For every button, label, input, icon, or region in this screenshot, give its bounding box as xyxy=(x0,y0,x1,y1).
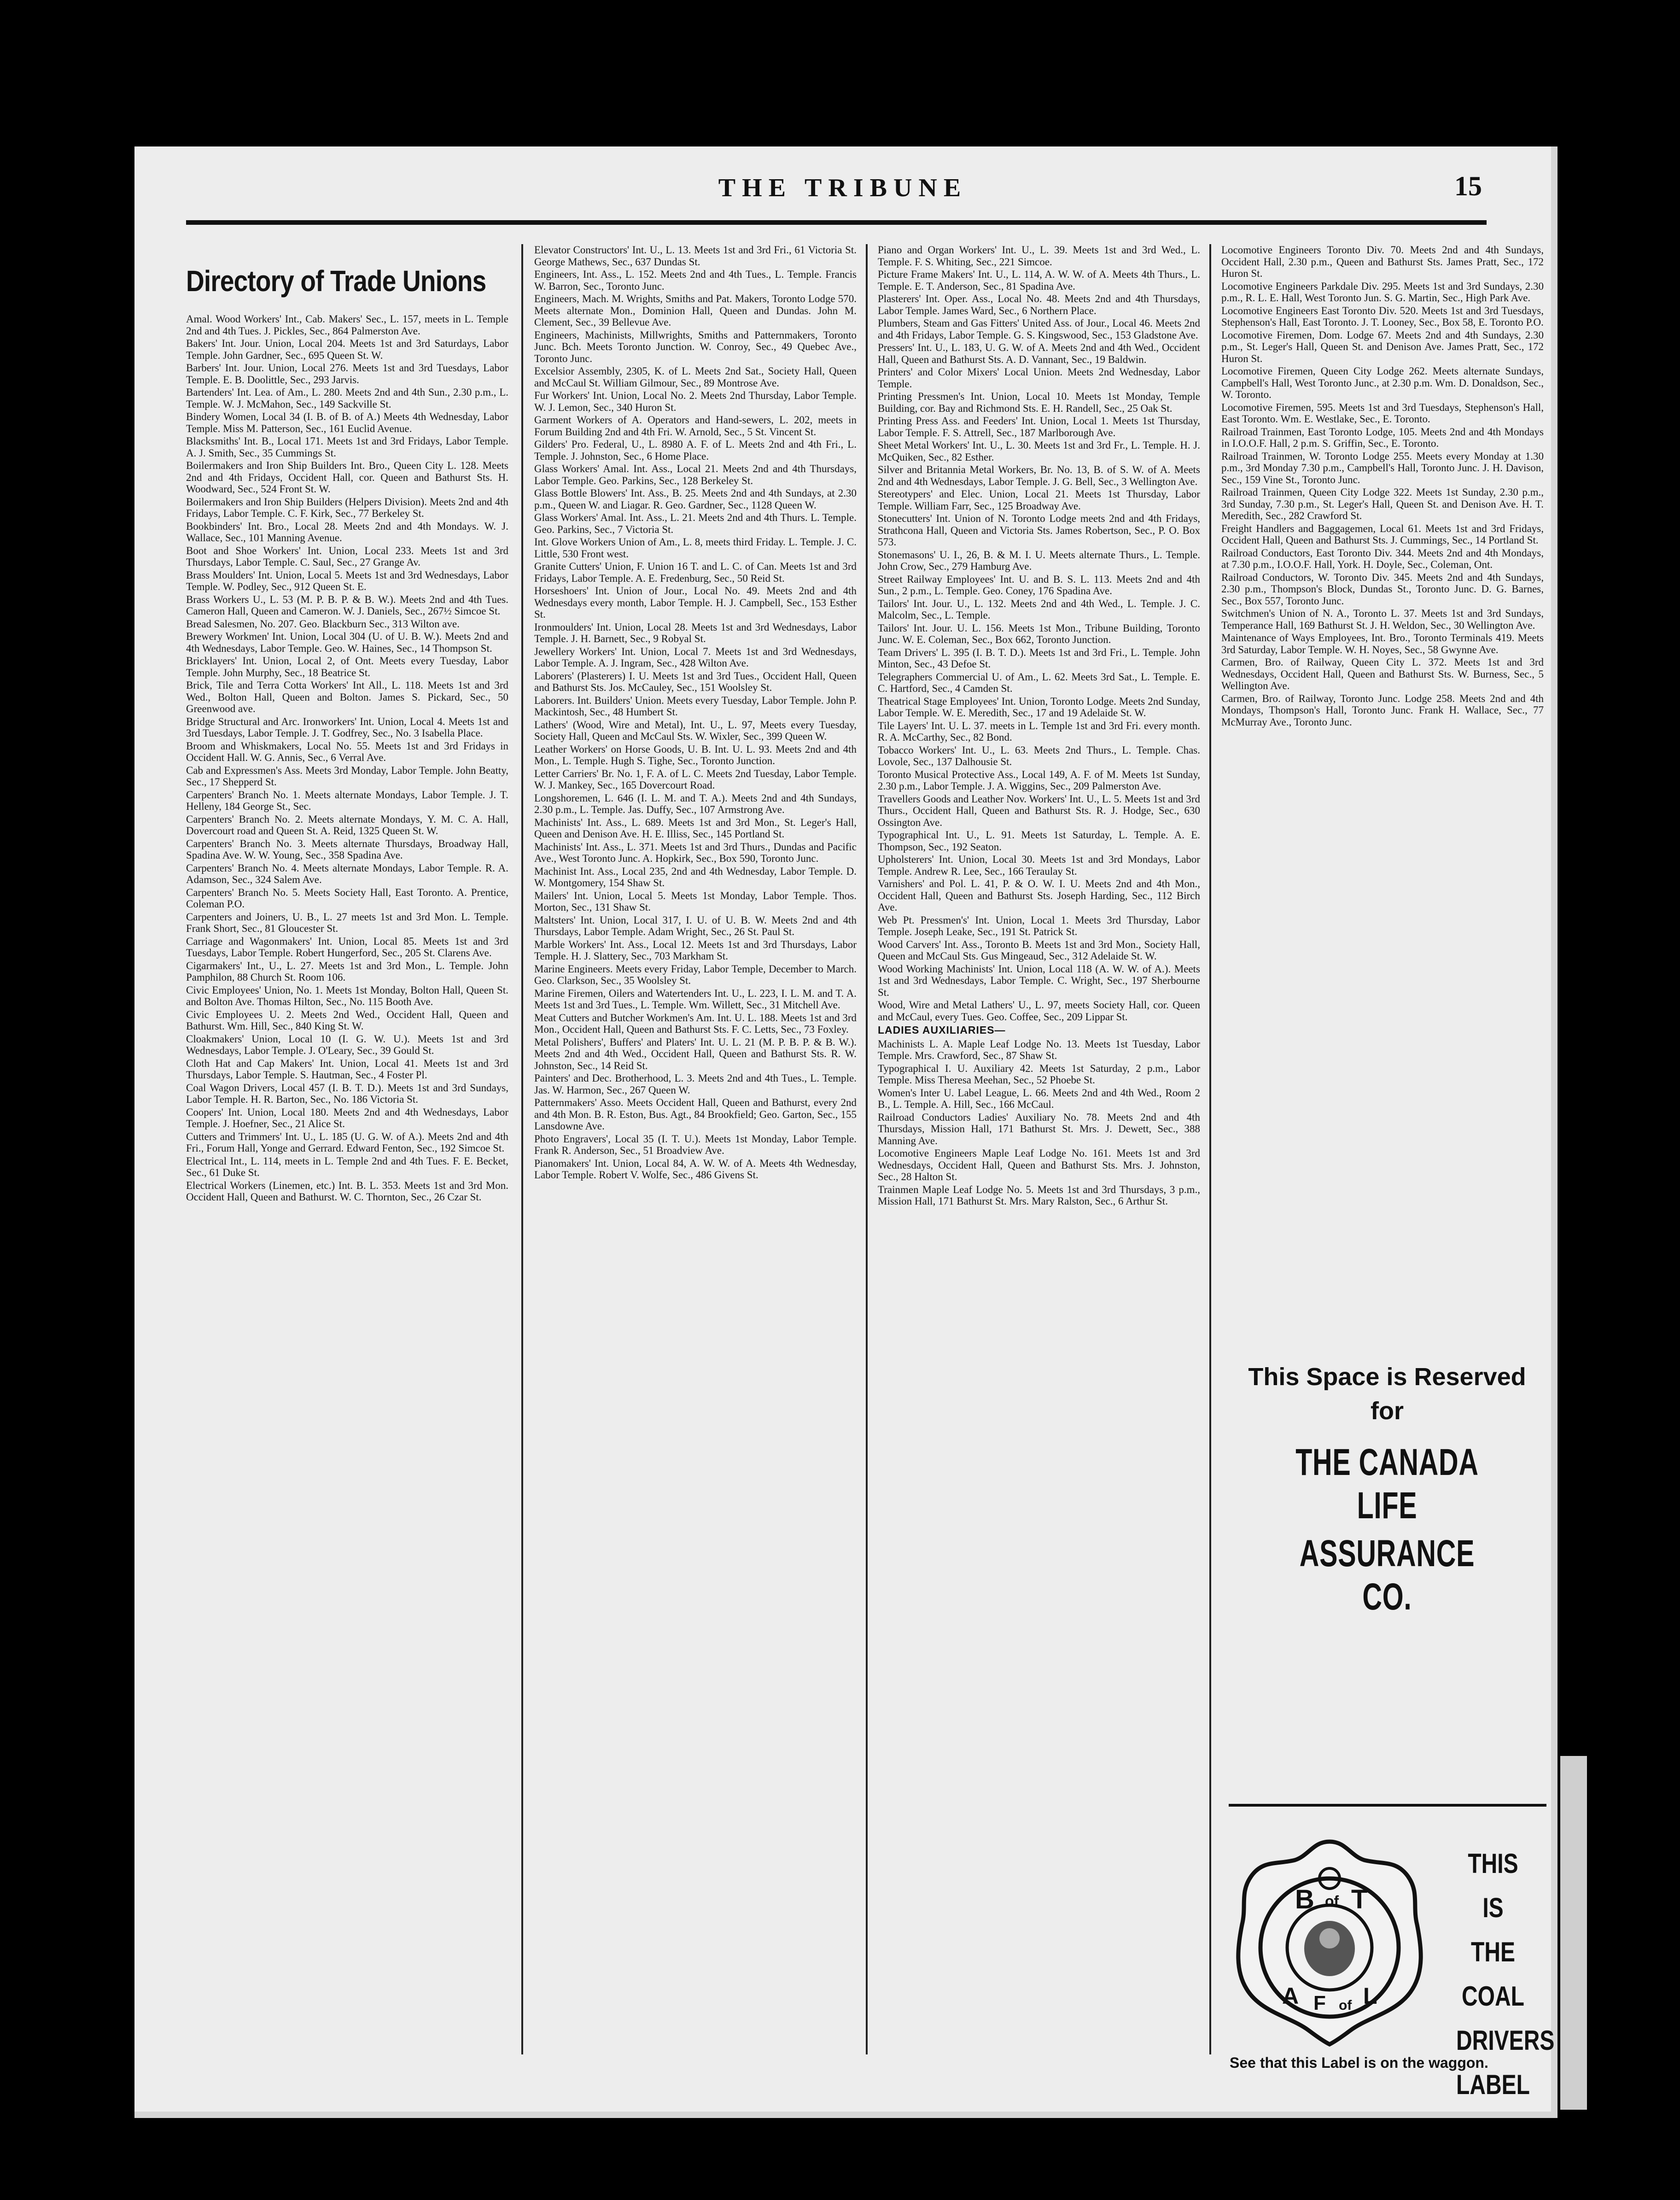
union-entry: Pianomakers' Int. Union, Local 84, A. W. W. of A. Meets 4th Wednesday, Labor Temple. Robert V. Wolfe, Sec., 486 Givens St. xyxy=(534,1157,857,1181)
union-entry: Brick, Tile and Terra Cotta Workers' Int All., L. 118. Meets 1st and 3rd Wed., Bolton Hall, Queen and Bolton. James S. Pickard, Sec., 50 Greenwood ave. xyxy=(186,679,508,714)
union-entry: Printing Pressmen's Int. Union, Local 10. Meets 1st Monday, Temple Building, cor. Bay and Richmond Sts. E. H. Randell, Sec., 25 Oak St. xyxy=(878,391,1200,414)
union-entry: Bookbinders' Int. Bro., Local 28. Meets 2nd and 4th Mondays. W. J. Wallace, Sec., 101 Manning Avenue. xyxy=(186,520,508,544)
union-entry: Typographical I. U. Auxiliary 42. Meets 1st Saturday, 2 p.m., Labor Temple. Miss Theresa Meehan, Sec., 52 Phoebe St. xyxy=(878,1062,1200,1086)
union-entry: Wood Carvers' Int. Ass., Toronto B. Meets 1st and 3rd Mon., Society Hall, Queen and McCaul Sts. Gus Mingeaud, Sec., 312 Adelaide St. W. xyxy=(878,938,1200,962)
header-rule xyxy=(186,220,1487,225)
union-entry: Carmen, Bro. of Railway, Queen City L. 372. Meets 1st and 3rd Wednesdays, Occident Hall, Queen and Bathurst Sts. W. Burness, Sec., 5 Wellington Ave. xyxy=(1221,656,1544,691)
union-entry: Bartenders' Int. Lea. of Am., L. 280. Meets 2nd and 4th Sun., 2.30 p.m., L. Temple. W. J. McMahon, Sec., 149 Sackville St. xyxy=(186,386,508,410)
union-entry: Locomotive Engineers Maple Leaf Lodge No. 161. Meets 1st and 3rd Wednesdays, Occident Hall, Queen and Bathurst Sts. Mrs. J. Johnston, Sec., 28 Halton St. xyxy=(878,1147,1200,1182)
entry-list-auxiliaries xyxy=(878,1038,1200,1207)
union-entry: Meat Cutters and Butcher Workmen's Am. Int. U. L. 188. Meets 1st and 3rd Mon., Occident Hall, Queen and Bathurst Sts. F. C. Letts, Sec., 73 Foxley. xyxy=(534,1012,857,1035)
union-entry: Stonemasons' U. I., 26, B. & M. I. U. Meets alternate Thurs., L. Temple. John Crow, Sec., 279 Hamburg Ave. xyxy=(878,549,1200,572)
ad-company-line-1: THE CANADA LIFE xyxy=(1295,1441,1479,1527)
union-entry: Carpenters' Branch No. 5. Meets Society Hall, East Toronto. A. Prentice, Coleman P.O. xyxy=(186,886,508,910)
union-entry: Gilders' Pro. Federal, U., L. 8980 A. F. of L. Meets 2nd and 4th Fri., L. Temple. J. Johnston, Sec., 6 Home Place. xyxy=(534,439,857,462)
union-entry: Glass Bottle Blowers' Int. Ass., B. 25. Meets 2nd and 4th Sundays, at 2.30 p.m., Queen W. and Liagar. R. Geo. Gardner, Sec., 1128 Queen W. xyxy=(534,487,857,511)
page-number: 15 xyxy=(1454,171,1482,201)
ad-for-line: for xyxy=(1371,1397,1404,1425)
union-entry: Bakers' Int. Jour. Union, Local 204. Meets 1st and 3rd Saturdays, Labor Temple. John Gardner, Sec., 695 Queen St. W. xyxy=(186,338,508,361)
union-entry: Maltsters' Int. Union, Local 317, I. U. of U. B. W. Meets 2nd and 4th Thursdays, Labor Temple. Adam Wright, Sec., 26 St. Paul St. xyxy=(534,914,857,937)
union-entry: Carpenters' Branch No. 4. Meets alternate Mondays, Labor Temple. R. A. Adamson, Sec., 324 Salem Ave. xyxy=(186,862,508,885)
union-entry: Bread Salesmen, No. 207. Geo. Blackburn Sec., 313 Wilton ave. xyxy=(186,618,460,630)
union-entry: Civic Employees U. 2. Meets 2nd Wed., Occident Hall, Queen and Bathurst. Wm. Hill, Sec., 840 King St. W. xyxy=(186,1008,508,1032)
union-entry: Railroad Conductors, East Toronto Div. 344. Meets 2nd and 4th Mondays, at 7.30 p.m., I.O.O.F. Hall, York. H. Doyle, Sec., Coleman, Ont. xyxy=(1221,547,1544,570)
newspaper-page xyxy=(134,146,1558,2118)
union-entry: Railroad Trainmen, W. Toronto Lodge 255. Meets every Monday at 1.30 p.m., 3rd Monday 7.30 p.m., Campbell's Hall, Toronto Junc. J. H. Davison, Sec., 159 Vine St., Toronto Junc. xyxy=(1221,450,1544,486)
union-entry: Locomotive Firemen, Dom. Lodge 67. Meets 2nd and 4th Sundays, 2.30 p.m., St. Leger's Hall, Queen St. and Denison Ave. James Pratt, Sec., 172 Huron St. xyxy=(1221,329,1544,364)
union-entry: Machinists' Int. Ass., L. 371. Meets 1st and 3rd Thurs., Dundas and Pacific Ave., West Toronto Junc. A. Hopkirk, Sec., Box 590, Toronto Junc. xyxy=(534,841,857,864)
union-entry: Wood, Wire and Metal Lathers' U., L. 97, meets Society Hall, cor. Queen and McCaul, every Tues. Geo. Coffee, Sec., 209 Lippar St. xyxy=(878,999,1200,1023)
union-entry: Cloth Hat and Cap Makers' Int. Union, Local 41. Meets 1st and 3rd Thursdays, Labor Temple. S. Hautman, Sec., 4 Foster Pl. xyxy=(186,1057,508,1081)
column-4 xyxy=(1221,244,1544,1188)
union-entry: Railroad Conductors Ladies' Auxiliary No. 78. Meets 2nd and 4th Thursdays, Mission Hall, 171 Bathurst St. Mrs. J. Dewett, Sec., 388 Manning Ave. xyxy=(878,1111,1200,1147)
union-entry: Letter Carriers' Br. No. 1, F. A. of L. C. Meets 2nd Tuesday, Labor Temple. W. J. Mankey, Sec., 165 Dovercourt Road. xyxy=(534,767,857,791)
svg-text:B: B xyxy=(1295,1884,1314,1914)
union-entry: Wood Working Machinists' Int. Union, Local 118 (A. W. W. of A.). Meets 1st and 3rd Wednesdays, Labor Temple. C. Wright, Sec., 197 Sherbourne St. xyxy=(878,963,1200,998)
union-entry: Tobacco Workers' Int. U., L. 63. Meets 2nd Thurs., L. Temple. Chas. Lovole, Sec., 137 Dalhousie St. xyxy=(878,744,1200,767)
union-entry: Stonecutters' Int. Union of N. Toronto Lodge meets 2nd and 4th Fridays, Strathcona Hall, Queen and Victoria Sts. James Robertson, Sec., P. O. Box 573. xyxy=(878,513,1200,548)
union-entry: Bridge Structural and Arc. Ironworkers' Int. Union, Local 4. Meets 1st and 3rd Tuesdays, Labor Temple. J. T. Godfrey, Sec., No. 3 Isabella Place. xyxy=(186,715,508,739)
union-entry: Amal. Wood Workers' Int., Cab. Makers' Sec., L. 157, meets in L. Temple 2nd and 4th Tues. J. Pickles, Sec., 864 Palmerston Ave. xyxy=(186,313,508,337)
label-word: COAL xyxy=(1462,1981,1524,2012)
union-entry: Typographical Int. U., L. 91. Meets 1st Saturday, L. Temple. A. E. Thompson, Sec., 192 Seaton. xyxy=(878,829,1200,853)
ad-company-line-2: ASSURANCE CO. xyxy=(1299,1533,1475,1618)
union-entry: Marble Workers' Int. Ass., Local 12. Meets 1st and 3rd Thursdays, Labor Temple. H. J. Slattery, Sec., 703 Markham St. xyxy=(534,938,857,962)
union-entry: Glass Workers' Amal. Int. Ass., L. 21. Meets 2nd and 4th Thurs. L. Temple. Geo. Parkins, Sec., 7 Victoria St. xyxy=(534,512,857,535)
union-entry: Machinists L. A. Maple Leaf Lodge No. 13. Meets 1st Tuesday, Labor Temple. Mrs. Crawford, Sec., 87 Shaw St. xyxy=(878,1038,1200,1061)
union-entry: Sheet Metal Workers' Int. U., L. 30. Meets 1st and 3rd Fr., L. Temple. H. J. McQuiken, Sec., 82 Esther. xyxy=(878,439,1200,463)
union-entry: Locomotive Engineers East Toronto Div. 520. Meets 1st and 3rd Tuesdays, Stephenson's Hall, East Toronto. J. T. Looney, Sec., Box 58, E. Toronto P.O. xyxy=(1221,304,1544,328)
union-entry: Carpenters and Joiners, U. B., L. 27 meets 1st and 3rd Mon. L. Temple. Frank Short, Sec., 81 Gloucester St. xyxy=(186,911,508,934)
union-entry: Granite Cutters' Union, F. Union 16 T. and L. C. of Can. Meets 1st and 3rd Fridays, Labor Temple. A. E. Fredenburg, Sec., 50 Reid St. xyxy=(534,561,857,584)
union-entry: Cab and Expressmen's Ass. Meets 3rd Monday, Labor Temple. John Beatty, Sec., 17 Shepperd St. xyxy=(186,764,508,788)
union-entry: Stereotypers' and Elec. Union, Local 21. Meets 1st Thursday, Labor Temple. William Farr, Sec., 125 Broadway Ave. xyxy=(878,488,1200,512)
label-word: LABEL xyxy=(1456,2069,1530,2100)
column-1 xyxy=(186,263,508,2059)
union-entry: Coal Wagon Drivers, Local 457 (I. B. T. D.). Meets 1st and 3rd Sundays, Labor Temple. H. R. Barton, Sec., No. 186 Victoria St. xyxy=(186,1082,508,1105)
union-entry: Varnishers' and Pol. L. 41, P. & O. W. I. U. Meets 2nd and 4th Mon., Occident Hall, Queen and Bathurst Sts. Joseph Harding, Sec., 112 Birch Ave. xyxy=(878,878,1200,913)
union-entry: Pressers' Int. U., L. 183, U. G. W. of A. Meets 2nd and 4th Wed., Occident Hall, Queen and Bathurst Sts. A. D. Vannant, Sec., 19 Baldwin. xyxy=(878,342,1200,365)
union-entry: Barbers' Int. Jour. Union, Local 276. Meets 1st and 3rd Tuesdays, Labor Temple. E. B. Doolittle, Sec., 293 Jarvis. xyxy=(186,362,508,386)
union-entry: Broom and Whiskmakers, Local No. 55. Meets 1st and 3rd Fridays in Occident Hall. W. G. Annis, Sec., 6 Verral Ave. xyxy=(186,740,508,763)
union-entry: Theatrical Stage Employees' Int. Union, Toronto Lodge. Meets 2nd Sunday, Labor Temple. W. E. Meredith, Sec., 17 and 19 Adelaide St. W. xyxy=(878,695,1200,719)
union-entry: Boot and Shoe Workers' Int. Union, Local 233. Meets 1st and 3rd Thursdays, Labor Temple. C. Saul, Sec., 27 Grange Av. xyxy=(186,544,508,568)
column-divider xyxy=(521,244,523,2054)
column-divider xyxy=(866,244,868,2054)
union-entry: Electrical Workers (Linemen, etc.) Int. B. L. 353. Meets 1st and 3rd Mon. Occident Hall, Queen and Bathurst. W. C. Thornton, Sec., 26 Czar St. xyxy=(186,1179,508,1203)
union-entry: Int. Glove Workers Union of Am., L. 8, meets third Friday. L. Temple. J. C. Little, 530 Front west. xyxy=(534,536,857,560)
union-entry: Marine Firemen, Oilers and Watertenders Int. U., L. 223, I. L. M. and T. A. Meets 1st and 3rd Tues., L. Temple. Wm. Willett, Sec., 31 Mitchell Ave. xyxy=(534,987,857,1011)
union-entry: Brass Workers U., L. 53 (M. P. B. P. & B. W.). Meets 2nd and 4th Tues. Cameron Hall, Queen and Cameron. W. J. Daniels, Sec., 267½ Simcoe St. xyxy=(186,593,508,617)
union-entry: Railroad Conductors, W. Toronto Div. 345. Meets 2nd and 4th Sundays, 2.30 p.m., Thompson's Block, Dundas St., Toronto Junc. D. G. Barnes, Sec., Box 557, Toronto Junc. xyxy=(1221,571,1544,607)
union-entry: Locomotive Firemen, Queen City Lodge 262. Meets alternate Sundays, Campbell's Hall, West Toronto Junc., at 2.30 p.m. Wm. D. Donaldson, Sec., W. Toronto. xyxy=(1221,365,1544,400)
label-word: THIS IS xyxy=(1468,1848,1518,1923)
union-entry: Fur Workers' Int. Union, Local No. 2. Meets 2nd Thursday, Labor Temple. W. J. Lemon, Sec., 340 Huron St. xyxy=(534,390,857,413)
entry-list-col2 xyxy=(534,244,857,1181)
paper-scrap xyxy=(1560,1756,1587,2110)
union-entry: Carpenters' Branch No. 3. Meets alternate Thursdays, Broadway Hall, Spadina Ave. W. W. Young, Sec., 358 Spadina Ave. xyxy=(186,837,508,861)
union-entry: Boilermakers and Iron Ship Builders Int. Bro., Queen City L. 128. Meets 2nd and 4th Fridays, Occident Hall, cor. Queen and Bathurst Sts. H. Woodward, Sec., 524 Front St. W. xyxy=(186,460,508,495)
svg-text:of: of xyxy=(1339,1998,1352,2013)
union-entry: Blacksmiths' Int. B., Local 171. Meets 1st and 3rd Fridays, Labor Temple. A. J. Smith, Sec., 35 Cummings St. xyxy=(186,435,508,459)
union-entry: Tailors' Int. Jour. U., L. 132. Meets 2nd and 4th Wed., L. Temple. J. C. Malcolm, Sec., L. Temple. xyxy=(878,597,1200,621)
label-word: THE xyxy=(1471,1937,1515,1967)
column-divider xyxy=(1209,244,1211,2054)
union-entry: Excelsior Assembly, 2305, K. of L. Meets 2nd Sat., Society Hall, Queen and McCaul St. William Gilmour, Sec., 89 Montrose Ave. xyxy=(534,365,857,389)
label-word: DRIVERS xyxy=(1456,2025,1555,2056)
union-entry: Women's Inter U. Label League, L. 66. Meets 2nd and 4th Wed., Room 2 B., L. Temple. A. Hill, Sec., 166 McCaul. xyxy=(878,1087,1200,1110)
union-entry: Carmen, Bro. of Railway, Toronto Junc. Lodge 258. Meets 2nd and 4th Mondays, Thompson's Hall, Toronto Junc. Frank H. Wallace, Sec., 77 McMurray Ave., Toronto Junc. xyxy=(1221,692,1544,728)
union-entry: Machinists' Int. Ass., L. 689. Meets 1st and 3rd Mon., St. Leger's Hall, Queen and Denison Ave. H. E. Illiss, Sec., 145 Portland St. xyxy=(534,816,857,840)
union-entry: Glass Workers' Amal. Int. Ass., Local 21. Meets 2nd and 4th Thursdays, Labor Temple. Geo. Parkins, Sec., 128 Berkeley St. xyxy=(534,463,857,486)
union-entry: Toronto Musical Protective Ass., Local 149, A. F. of M. Meets 1st Sunday, 2.30 p.m., Labor Temple. J. A. Wiggins, Sec., 209 Palmerston Ave. xyxy=(878,768,1200,792)
union-entry: Telegraphers Commercial U. of Am., L. 62. Meets 3rd Sat., L. Temple. E. C. Hartford, Sec., 4 Camden St. xyxy=(878,671,1200,694)
union-entry: Plumbers, Steam and Gas Fitters' United Ass. of Jour., Local 46. Meets 2nd and 4th Fridays, Labor Temple. G. S. Kingswood, Sec., 153 Gladstone Ave. xyxy=(878,317,1200,341)
svg-text:L: L xyxy=(1363,1983,1377,2009)
canada-life-advertisement xyxy=(1226,1363,1548,1619)
union-entry: Patternmakers' Asso. Meets Occident Hall, Queen and Bathurst, every 2nd and 4th Mon. B. R. Eston, Bus. Agt., 84 Brookfield; Geo. Garton, Sec., 155 Lansdowne Ave. xyxy=(534,1097,857,1132)
union-entry: Engineers, Mach. M. Wrights, Smiths and Pat. Makers, Toronto Lodge 570. Meets alternate Mon., Dominion Hall, Queen and Dundas. John M. Clement, Sec., 39 Bellevue Ave. xyxy=(534,293,857,328)
union-entry: Team Drivers' L. 395 (I. B. T. D.). Meets 1st and 3rd Fri., L. Temple. John Minton, Sec., 43 Defoe St. xyxy=(878,646,1200,670)
union-entry: Freight Handlers and Baggagemen, Local 61. Meets 1st and 3rd Fridays, Occident Hall, Queen and Bathurst Sts. J. Cummings, Sec., 14 Portland St. xyxy=(1221,522,1544,546)
union-entry: Bricklayers' Int. Union, Local 2, of Ont. Meets every Tuesday, Labor Temple. John Murphy, Sec., 18 Beatrice St. xyxy=(186,655,508,679)
directory-title: Directory of Trade Unions xyxy=(186,264,486,298)
svg-text:T: T xyxy=(1351,1884,1368,1914)
union-entry: Electrical Int., L. 114, meets in L. Temple 2nd and 4th Tues. F. E. Becket, Sec., 61 Duke St. xyxy=(186,1155,508,1178)
union-entry: Maintenance of Ways Employees, Int. Bro., Toronto Terminals 419. Meets 3rd Saturday, Labor Temple. W. H. Noyes, Sec., 58 Gwynne Ave. xyxy=(1221,632,1544,655)
union-entry: Photo Engravers', Local 35 (I. T. U.). Meets 1st Monday, Labor Temple. Frank R. Anderson, Sec., 51 Broadview Ave. xyxy=(534,1133,857,1156)
union-entry: Railroad Trainmen, Queen City Lodge 322. Meets 1st Sunday, 2.30 p.m., 3rd Sunday, 7.30 p.m., St. Leger's Hall, Queen St. and Denison Ave. H. T. Meredith, Sec., 282 Crawford St. xyxy=(1221,486,1544,521)
union-label-badge-icon xyxy=(1231,1832,1429,2049)
entry-list-col1 xyxy=(186,313,508,1203)
union-entry: Painters' and Dec. Brotherhood, L. 3. Meets 2nd and 4th Tues., L. Temple. Jas. W. Harmon, Sec., 267 Queen W. xyxy=(534,1072,857,1096)
union-entry: Marine Engineers. Meets every Friday, Labor Temple, December to March. Geo. Clarkson, Sec., 35 Woolsley St. xyxy=(534,963,857,986)
union-entry: Web Pt. Pressmen's' Int. Union, Local 1. Meets 3rd Thursday, Labor Temple. Joseph Leake, Sec., 191 St. Patrick St. xyxy=(878,914,1200,937)
union-entry: Plasterers' Int. Oper. Ass., Local No. 48. Meets 2nd and 4th Thursdays, Labor Temple. James Ward, Sec., 6 Northern Place. xyxy=(878,293,1200,316)
union-entry: Trainmen Maple Leaf Lodge No. 5. Meets 1st and 3rd Thursdays, 3 p.m., Mission Hall, 171 Bathurst St. Mrs. Mary Ralston, Sec., 6 Arthur St. xyxy=(878,1183,1200,1207)
column-2 xyxy=(534,244,857,2068)
union-entry: Carpenters' Branch No. 1. Meets alternate Mondays, Labor Temple. J. T. Helleny, 184 George St., Sec. xyxy=(186,789,508,812)
column-3 xyxy=(878,244,1200,2068)
union-entry: Machinist Int. Ass., Local 235, 2nd and 4th Wednesday, Labor Temple. D. W. Montgomery, 154 Shaw St. xyxy=(534,865,857,889)
ladies-auxiliaries-heading: LADIES AUXILIARIES— xyxy=(878,1024,1006,1036)
union-entry: Upholsterers' Int. Union, Local 30. Meets 1st and 3rd Mondays, Labor Temple. Andrew R. Lee, Sec., 166 Teraulay St. xyxy=(878,854,1200,877)
union-entry: Cigarmakers' Int., U., L. 27. Meets 1st and 3rd Mon., L. Temple. John Pamphilon, 88 Church St. Room 106. xyxy=(186,960,508,983)
union-entry: Mailers' Int. Union, Local 5. Meets 1st Monday, Labor Temple. Thos. Morton, Sec., 131 Shaw St. xyxy=(534,889,857,913)
union-entry: Laborers' (Plasterers) I. U. Meets 1st and 3rd Tues., Occident Hall, Queen and Bathurst Sts. Jos. McCauley, Sec., 151 Woolsley St. xyxy=(534,670,857,693)
union-entry: Travellers Goods and Leather Nov. Workers' Int. U., L. 5. Meets 1st and 3rd Thurs., Occident Hall, Queen and Bathurst Sts. R. J. Hodge, Sec., 630 Ossington Ave. xyxy=(878,793,1200,828)
union-entry: Ironmoulders' Int. Union, Local 28. Meets 1st and 3rd Wednesdays, Labor Temple. J. H. Barnett, Sec., 9 Robyal St. xyxy=(534,621,857,644)
svg-text:of: of xyxy=(1325,1893,1339,1909)
union-entry: Elevator Constructors' Int. U., L. 13. Meets 1st and 3rd Fri., 61 Victoria St. George Mathews, Sec., 637 Dundas St. xyxy=(534,244,857,268)
union-entry: Engineers, Machinists, Millwrights, Smiths and Patternmakers, Toronto Junc. Bch. Meets Toronto Junction. W. Conroy, Sec., 49 Quebec Ave., Toronto Junc. xyxy=(534,329,857,364)
union-entry: Garment Workers of A. Operators and Hand-sewers, L. 202, meets in Forum Building 2nd and 4th Fri. W. Arnold, Sec., 5 St. Vincent St. xyxy=(534,414,857,438)
union-entry: Longshoremen, L. 646 (I. L. M. and T. A.). Meets 2nd and 4th Sundays, 2.30 p.m., L. Temple. Jas. Duffy, Sec., 107 Armstrong Ave. xyxy=(534,792,857,815)
union-entry: Cutters and Trimmers' Int. U., L. 185 (U. G. W. of A.). Meets 2nd and 4th Fri., Forum Hall, Yonge and Gerrard. Edward Fenton, Sec., 192 Simcoe St. xyxy=(186,1130,508,1154)
entry-list-col3 xyxy=(878,244,1200,1023)
union-entry: Street Railway Employees' Int. U. and B. S. L. 113. Meets 2nd and 4th Sun., 2 p.m., L. Temple. Geo. Coney, 176 Spadina Ave. xyxy=(878,573,1200,597)
union-entry: Printers' and Color Mixers' Local Union. Meets 2nd Wednesday, Labor Temple. xyxy=(878,366,1200,390)
union-entry: Carriage and Wagonmakers' Int. Union, Local 85. Meets 1st and 3rd Tuesdays, Labor Temple. Robert Hungerford, Sec., 205 St. Clarens Ave. xyxy=(186,935,508,959)
union-entry: Picture Frame Makers' Int. U., L. 114, A. W. W. of A. Meets 4th Thurs., L. Temple. E. T. Anderson, Sec., 81 Spadina Ave. xyxy=(878,269,1200,292)
union-entry: Jewellery Workers' Int. Union, Local 7. Meets 1st and 3rd Wednesdays, Labor Temple. A. J. Ingram, Sec., 428 Wilton Ave. xyxy=(534,645,857,669)
union-entry: Railroad Trainmen, East Toronto Lodge, 105. Meets 2nd and 4th Mondays in I.O.O.F. Hall, 2 p.m. S. Griffin, Sec., E. Toronto. xyxy=(1221,426,1544,449)
union-entry: Carpenters' Branch No. 2. Meets alternate Mondays, Y. M. C. A. Hall, Dovercourt road and Queen St. A. Reid, 1325 Queen St. W. xyxy=(186,813,508,837)
union-entry: Switchmen's Union of N. A., Toronto L. 37. Meets 1st and 3rd Sundays, Temperance Hall, 169 Bathurst St. J. H. Weldon, Sec., 30 Wellington Ave. xyxy=(1221,608,1544,631)
union-entry: Tailors' Int. Jour. U. L. 156. Meets 1st Mon., Tribune Building, Toronto Junc. W. E. Coleman, Sec., Box 662, Toronto Junction. xyxy=(878,622,1200,645)
union-entry: Silver and Britannia Metal Workers, Br. No. 13, B. of S. W. of A. Meets 2nd and 4th Wednesdays, Labor Temple. J. G. Bell, Sec., 3 Wellington Ave. xyxy=(878,464,1200,487)
entry-list-col4 xyxy=(1221,244,1544,728)
union-entry: Printing Press Ass. and Feeders' Int. Union, Local 1. Meets 1st Thursday, Labor Temple. F. S. Attrell, Sec., 187 Marlborough Ave. xyxy=(878,415,1200,439)
union-entry: Tile Layers' Int. U. L. 37. meets in L. Temple 1st and 3rd Fri. every month. R. A. McCarthy, Sec., 82 Bond. xyxy=(878,720,1200,743)
union-entry: Brewery Workmen' Int. Union, Local 304 (U. of U. B. W.). Meets 2nd and 4th Wednesdays, Labor Temple. Geo. W. Haines, Sec., 14 Thompson St. xyxy=(186,631,508,654)
svg-text:A: A xyxy=(1282,1983,1299,2009)
union-entry: Engineers, Int. Ass., L. 152. Meets 2nd and 4th Tues., L. Temple. Francis W. Barron, Sec., Toronto Junc. xyxy=(534,269,857,292)
label-caption: See that this Label is on the waggon. xyxy=(1230,2054,1488,2071)
union-entry: Cloakmakers' Union, Local 10 (I. G. W. U.). Meets 1st and 3rd Wednesdays, Labor Temple. J. O'Leary, Sec., 39 Gould St. xyxy=(186,1033,508,1056)
union-entry: Leather Workers' on Horse Goods, U. B. Int. U. L. 93. Meets 2nd and 4th Mon., L. Temple. Hugh S. Tighe, Sec., Toronto Junction. xyxy=(534,743,857,766)
union-entry: Lathers' (Wood, Wire and Metal), Int. U., L. 97, Meets every Tuesday, Society Hall, Queen and McCaul Sts. W. Wixler, Sec., 399 Queen W. xyxy=(534,719,857,742)
union-entry: Locomotive Firemen, 595. Meets 1st and 3rd Tuesdays, Stephenson's Hall, East Toronto. Wm. E. Westlake, Sec., E. Toronto. xyxy=(1221,401,1544,425)
union-entry: Civic Employees' Union, No. 1. Meets 1st Monday, Bolton Hall, Queen St. and Bolton Ave. Thomas Hilton, Sec., No. 115 Booth Ave. xyxy=(186,984,508,1007)
union-entry: Horseshoers' Int. Union of Jour., Local No. 49. Meets 2nd and 4th Wednesdays every month, Labor Temple. H. J. Campbell, Sec., 153 Esther St. xyxy=(534,585,857,620)
ad-reserved-line: This Space is Reserved xyxy=(1248,1363,1526,1391)
union-entry: Laborers. Int. Builders' Union. Meets every Tuesday, Labor Temple. John P. Mackintosh, Sec., 48 Humbert St. xyxy=(534,694,857,718)
union-entry: Piano and Organ Workers' Int. U., L. 39. Meets 1st and 3rd Wed., L. Temple. F. S. Whiting, Sec., 221 Simcoe. xyxy=(878,244,1200,268)
union-entry: Bindery Women, Local 34 (I. B. of B. of A.) Meets 4th Wednesday, Labor Temple. Miss M. Patterson, Sec., 161 Euclid Avenue. xyxy=(186,411,508,434)
masthead-title: THE TRIBUNE xyxy=(718,174,968,202)
svg-text:F: F xyxy=(1313,1992,1326,2014)
union-entry: Metal Polishers', Buffers' and Platers' Int. U. L. 21 (M. P. B. P. & B. W.). Meets 2nd and 4th Wed., Occident Hall, Queen and Bathurst Sts. R. W. Johnston, Sec., 14 Reid St. xyxy=(534,1036,857,1071)
ad-divider xyxy=(1229,1804,1546,1807)
union-entry: Locomotive Engineers Parkdale Div. 295. Meets 1st and 3rd Sundays, 2.30 p.m., R. L. E. Hall, West Toronto Jun. S. G. Martin, Sec., High Park Ave. xyxy=(1221,280,1544,304)
union-entry: Boilermakers and Iron Ship Builders (Helpers Division). Meets 2nd and 4th Fridays, Labor Temple. C. F. Kirk, Sec., 77 Berkeley St. xyxy=(186,496,508,519)
union-entry: Coopers' Int. Union, Local 180. Meets 2nd and 4th Wednesdays, Labor Temple. J. Hoefner, Sec., 21 Alice St. xyxy=(186,1106,508,1129)
union-entry: Locomotive Engineers Toronto Div. 70. Meets 2nd and 4th Sundays, Occident Hall, 2.30 p.m., Queen and Bathurst Sts. James Pratt, Sec., 172 Huron St. xyxy=(1221,244,1544,279)
union-entry: Brass Moulders' Int. Union, Local 5. Meets 1st and 3rd Wednesdays, Labor Temple. W. Podley, Sec., 912 Queen St. E. xyxy=(186,569,508,592)
